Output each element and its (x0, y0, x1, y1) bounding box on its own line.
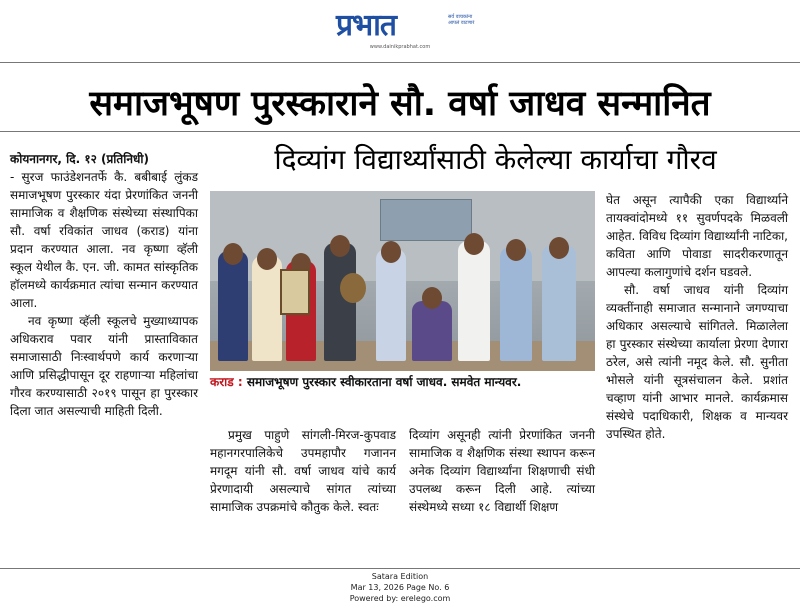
headline: समाजभूषण पुरस्काराने सौ. वर्षा जाधव सन्मानित (89, 84, 711, 124)
subheadline: दिव्यांग विद्यार्थ्यांसाठी केलेल्या कार्याचा गौरव (274, 143, 717, 176)
edition-footer (0, 571, 800, 604)
col3-paragraph: दिव्यांग असूनही त्यांनी प्रेरणांकित जननी सामाजिक व शैक्षणिक संस्था स्थापन करून अनेक दिव्यांग विद्यार्थ्यांना शिक्षणाची संधी उपलब्ध करून दिली आहे. त्यांच्या संस्थेमध्ये सध्या १८ विद्यार्थी शिक्षण (409, 428, 595, 514)
photo-person-head (506, 239, 526, 261)
photo-person (500, 247, 532, 361)
bottom-rule (0, 568, 800, 569)
photo-person (218, 251, 248, 361)
col4-paragraph-1: घेत असून त्यापैकी एका विद्यार्थ्याने तायक्वांदोमध्ये ११ सुवर्णपदके मिळवली आहेत. विविध दिव्यांग विद्यार्थ्यांनी नाटिका, कविता आणि पोवाडा सादरीकरणातून आपल्या कलागुणांचे दर्शन घडवले. (606, 193, 788, 279)
edition-name: Satara Edition (371, 572, 429, 581)
powered-by: Powered by: erelego.com (349, 594, 451, 603)
photo-person-head (422, 287, 442, 309)
article-column-4 (606, 191, 788, 443)
award-certificate (280, 269, 310, 315)
edition-date-page: Mar 13, 2026 Page No. 6 (350, 583, 450, 592)
photo-person-head (549, 237, 569, 259)
photo-person (458, 241, 490, 361)
article-column-2 (210, 426, 396, 516)
award-plaque (340, 273, 366, 303)
photo-person-seated (412, 301, 452, 361)
photo-person-head (257, 248, 277, 270)
photo-person-head (223, 243, 243, 265)
photo-person-head (464, 233, 484, 255)
photo-person-head (330, 235, 350, 257)
col4-paragraph-2: सौ. वर्षा जाधव यांनी दिव्यांग व्यक्तींनाही समाजात सन्मानाने जगण्याचा अधिकार असल्याचे सांगितले. मिळालेला हा पुरस्कार संस्थेच्या कार्याला प्रेरणा देणारा ठरेल, असे त्यांनी नमूद केले. सौ. सुनीता भोसले यांनी सूत्रसंचालन केले. प्रशांत चव्हाण यांनी आभार मानले. कार्यक्रमास संस्थेचे पदाधिकारी, शिक्षक व मान्यवर उपस्थित होते. (606, 283, 788, 441)
masthead (0, 0, 800, 60)
col1-paragraph-2: नव कृष्णा व्हॅली स्कूलचे मुख्याध्यापक अधिकराव पवार यांनी प्रास्ताविकात समाजासाठी निःस्वार्थपणे कार्य करणाऱ्या आणि प्रसिद्धीपासून दूर राहणाऱ्या महिलांचा गौरव करण्यासाठी २०१९ पासून हा पुरस्कार दिला जात असल्याची माहिती दिली. (10, 314, 198, 418)
newspaper-logo: प्रभात (336, 8, 397, 43)
event-photo (210, 191, 595, 371)
caption-place: कराड : (210, 375, 243, 389)
photo-banner (380, 199, 472, 241)
photo-caption (210, 373, 595, 391)
logo-website: www.dainikprabhat.com (369, 44, 431, 50)
logo-tagline: सर्व वाचकांना आपलं वाटणारं (448, 14, 475, 26)
caption-text: समाजभूषण पुरस्कार स्वीकारताना वर्षा जाधव. समवेत मान्यवर. (246, 375, 522, 389)
photo-person (252, 256, 282, 361)
article-column-3 (409, 426, 595, 516)
dateline: कोयनानगर, दि. १२ (प्रतिनिधी) (10, 152, 149, 166)
headline-rule (0, 131, 800, 132)
photo-person (376, 249, 406, 361)
col2-paragraph: प्रमुख पाहुणे सांगली-मिरज-कुपवाड महानगरपालिकेचे उपमहापौर गजानन मगदूम यांनी सौ. वर्षा जाधव यांचे कार्य प्रेरणादायी असल्याचे सांगत त्यांच्या सामाजिक उपक्रमांचे कौतुक केले. स्वतः (210, 428, 396, 514)
top-rule (0, 62, 800, 63)
photo-person (542, 245, 576, 361)
article-column-1 (10, 150, 198, 420)
col1-paragraph-1: - सुरज फाउंडेशनतर्फे कै. बबीबाई लुंकड समाजभूषण पुरस्कार यंदा प्रेरणांकित जननी सामाजिक व शैक्षणिक संस्थेच्या संस्थापिका सौ. वर्षा रविकांत जाधव (कराड) यांना प्रदान करण्यात आला. नव कृष्णा व्हॅली स्कूल येथील कै. एन. जी. कामत सांस्कृतिक हॉलमध्ये कार्यक्रमात त्यांचा सन्मान करण्यात आला. (10, 170, 198, 310)
photo-person-head (381, 241, 401, 263)
